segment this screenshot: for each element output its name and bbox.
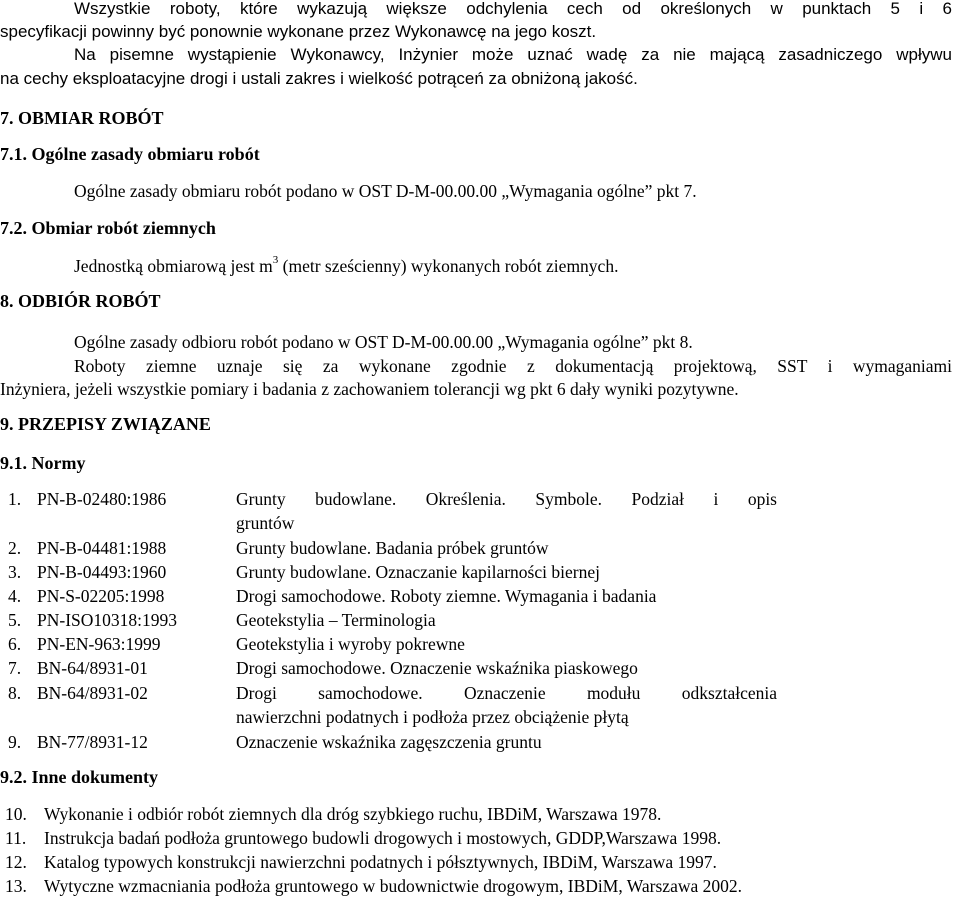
section-9-title: 9. PRZEPISY ZWIĄZANE — [0, 414, 211, 434]
norm-number: 6. — [8, 634, 22, 654]
intro-line-2: specyfikacji powinny być ponownie wykonane przez Wykonawcę na jego koszt. — [0, 22, 597, 41]
norm-description: Grunty budowlane. Badania próbek gruntów — [236, 538, 549, 558]
norm-number: 9. — [8, 732, 22, 752]
document-number: 11. — [5, 828, 27, 848]
section-7-2-title: 7.2. Obmiar robót ziemnych — [0, 218, 216, 238]
norm-row — [0, 682, 960, 704]
norm-code: PN-B-02480:1986 — [37, 489, 167, 509]
norm-number: 8. — [8, 683, 22, 703]
cubic-superscript: 3 — [272, 254, 279, 267]
norm-code: BN-77/8931-12 — [37, 732, 148, 752]
norm-row — [0, 633, 960, 655]
norm-row-continuation — [0, 706, 960, 728]
section-7-2-text — [74, 255, 618, 277]
section-7-1-text: Ogólne zasady obmiaru robót podano w OST D-M-00.00.00 „Wymagania ogólne” pkt 7. — [74, 181, 697, 201]
document-number: 13. — [5, 876, 27, 896]
section-7-2-text-b: (metr sześcienny) wykonanych robót ziemnych. — [278, 256, 619, 276]
document-text: Wytyczne wzmacniania podłoża gruntowego w budownictwie drogowym, IBDiM, Warszawa 2002. — [44, 876, 743, 896]
norm-code: BN-64/8931-02 — [37, 683, 148, 703]
norm-row — [0, 561, 960, 583]
norm-code: PN-ISO10318:1993 — [37, 610, 178, 630]
section-8-text-2-line-1: Roboty ziemne uznaje się za wykonane zgodnie z dokumentacją projektową, SST i wymaganiami — [74, 356, 952, 376]
norm-row — [0, 488, 960, 510]
section-9-2-title: 9.2. Inne dokumenty — [0, 767, 159, 787]
norm-row — [0, 537, 960, 559]
document-text: Instrukcja badań podłoża gruntowego budowli drogowych i mostowych, GDDP,Warszawa 1998. — [44, 828, 722, 848]
norm-description: Geotekstylia – Terminologia — [236, 610, 436, 630]
section-8-text-2-line-2: Inżyniera, jeżeli wszystkie pomiary i badania z zachowaniem tolerancji wg pkt 6 dały wyniki pozytywne. — [0, 379, 739, 399]
norm-number: 7. — [8, 658, 22, 678]
norm-number: 5. — [8, 610, 22, 630]
section-9-1-title: 9.1. Normy — [0, 453, 86, 473]
document-number: 10. — [5, 804, 27, 824]
norm-description: Drogi samochodowe. Oznaczenie modułu odkształcenia — [236, 683, 777, 703]
norm-description: Oznaczenie wskaźnika zagęszczenia gruntu — [236, 732, 542, 752]
document-text: Katalog typowych konstrukcji nawierzchni podatnych i półsztywnych, IBDiM, Warszawa 1997. — [44, 852, 717, 872]
norm-code: PN-B-04481:1988 — [37, 538, 167, 558]
norm-description: Grunty budowlane. Określenia. Symbole. Podział i opis — [236, 489, 777, 509]
norm-code: PN-B-04493:1960 — [37, 562, 167, 582]
norm-row — [0, 585, 960, 607]
intro-line-4: na cechy eksploatacyjne drogi i ustali zakres i wielkość potrąceń za obniżoną jakość. — [0, 69, 638, 88]
intro-line-3: Na pisemne wystąpienie Wykonawcy, Inżynier może uznać wadę za nie mającą zasadniczego wpływu — [74, 45, 952, 64]
norm-number: 2. — [8, 538, 22, 558]
document-number: 12. — [5, 852, 27, 872]
norm-code: PN-S-02205:1998 — [37, 586, 165, 606]
section-7-title: 7. OBMIAR ROBÓT — [0, 108, 164, 128]
norm-code: BN-64/8931-01 — [37, 658, 148, 678]
norm-number: 1. — [8, 489, 22, 509]
norm-row — [0, 657, 960, 679]
section-8-text-1: Ogólne zasady odbioru robót podano w OST D-M-00.00.00 „Wymagania ogólne” pkt 8. — [74, 332, 693, 352]
norm-description: Geotekstylia i wyroby pokrewne — [236, 634, 465, 654]
norm-description: Grunty budowlane. Oznaczanie kapilarności biernej — [236, 562, 600, 582]
norm-row — [0, 609, 960, 631]
section-7-1-title: 7.1. Ogólne zasady obmiaru robót — [0, 144, 260, 164]
norm-description: Drogi samochodowe. Roboty ziemne. Wymagania i badania — [236, 586, 657, 606]
norm-description-continued: gruntów — [236, 513, 295, 533]
norm-number: 4. — [8, 586, 22, 606]
norm-description: Drogi samochodowe. Oznaczenie wskaźnika piaskowego — [236, 658, 638, 678]
section-7-2-text-a: Jednostką obmiarową jest m — [74, 256, 273, 276]
norm-row — [0, 731, 960, 753]
norm-description-continued: nawierzchni podatnych i podłoża przez obciążenie płytą — [236, 707, 629, 727]
document-text: Wykonanie i odbiór robót ziemnych dla dróg szybkiego ruchu, IBDiM, Warszawa 1978. — [44, 804, 662, 824]
norm-code: PN-EN-963:1999 — [37, 634, 161, 654]
section-8-title: 8. ODBIÓR ROBÓT — [0, 291, 161, 311]
norm-number: 3. — [8, 562, 22, 582]
intro-line-1: Wszystkie roboty, które wykazują większe odchylenia cech od określonych w punktach 5 i 6 — [74, 0, 952, 18]
norm-row-continuation — [0, 512, 960, 534]
